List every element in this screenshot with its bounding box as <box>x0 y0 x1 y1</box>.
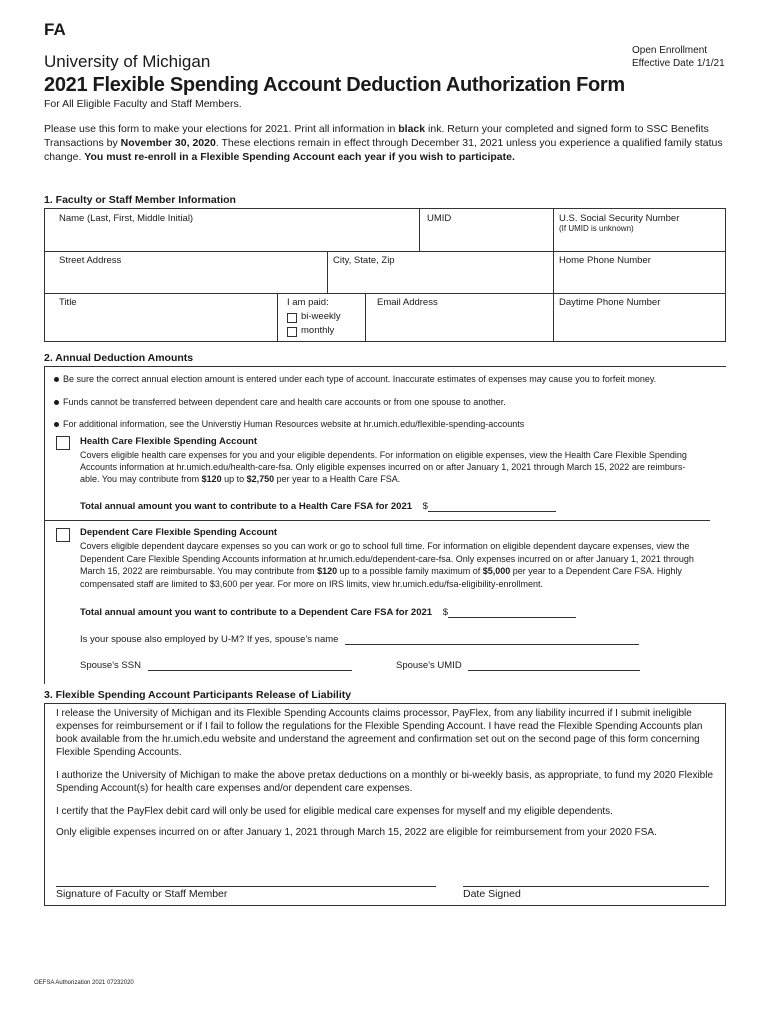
divider <box>44 520 710 521</box>
biweekly-checkbox[interactable] <box>287 313 297 323</box>
intro-bold-1: black <box>398 123 426 135</box>
hc-total-amount-input[interactable] <box>428 500 556 512</box>
dc-total-label: Total annual amount you want to contribute to a Dependent Care FSA for 2021 <box>80 607 433 618</box>
bullet-text-2: Funds cannot be transferred between dependent care and health care accounts or from one spouse to another. <box>63 397 506 407</box>
footer-form-code: OEFSA Authorization 2021 07232020 <box>34 980 134 986</box>
hc-desc-line: Covers eligible health care expenses for you and your eligible dependents. For information on eligible expenses, view the Health Care Flexible Spending <box>80 450 687 460</box>
ssn-field[interactable]: U.S. Social Security Number <box>559 213 680 224</box>
pay-frequency-label: I am paid: <box>287 297 329 308</box>
date-signed-label: Date Signed <box>463 888 521 900</box>
hc-total-row <box>80 500 556 512</box>
spouse-employed-label: Is your spouse also employed by U-M? If yes, spouse's name <box>80 634 339 645</box>
umid-field[interactable]: UMID <box>427 213 452 224</box>
dc-desc-line: Dependent Care Flexible Spending Accounts information at hr.umich.edu/dependent-care-fsa. Only expenses incurred on or after January 1, 2021 through <box>80 553 694 564</box>
ssn-sublabel: (If UMID is unknown) <box>559 224 634 233</box>
dc-total-row <box>80 606 576 618</box>
spouse-umid-row <box>396 659 640 671</box>
page-subtitle: For All Eligible Faculty and Staff Members. <box>44 98 242 110</box>
hc-min-amount: $120 <box>201 474 222 484</box>
hc-total-label: Total annual amount you want to contribute to a Health Care FSA for 2021 <box>80 501 413 512</box>
dependent-care-fsa-checkbox[interactable] <box>56 528 70 542</box>
dc-total-amount-input[interactable] <box>448 606 576 618</box>
dc-desc-line: Covers eligible dependent daycare expenses so you can work or go to school full time. For information on eligible dependent daycare expenses, view the <box>80 541 690 551</box>
bullet-item <box>54 397 506 407</box>
monthly-checkbox[interactable] <box>287 327 297 337</box>
health-care-fsa-title: Health Care Flexible Spending Account <box>80 436 258 447</box>
section-3-heading: 3. Flexible Spending Account Participants Release of Liability <box>44 689 352 701</box>
health-care-fsa-description <box>80 449 720 485</box>
daytime-phone-field[interactable]: Daytime Phone Number <box>559 297 661 308</box>
bullet-item <box>54 374 656 384</box>
spouse-ssn-input[interactable] <box>148 659 352 671</box>
form-code-tag: FA <box>44 20 66 39</box>
signature-input[interactable] <box>56 886 436 887</box>
biweekly-label: bi-weekly <box>301 311 341 322</box>
street-address-field[interactable]: Street Address <box>59 255 122 266</box>
enrollment-info <box>632 44 725 70</box>
section-2-heading: 2. Annual Deduction Amounts <box>44 352 194 364</box>
open-enrollment-label: Open Enrollment <box>632 45 708 56</box>
date-signed-input[interactable] <box>463 886 709 887</box>
authorize-paragraph: I authorize the University of Michigan to make the above pretax deductions on a monthly or bi-weekly basis, as appropriate, to fund my 2020 Flexible Spending Account(s) for health care expenses and/or dependent care expenses. <box>56 770 714 794</box>
hc-desc-line: able. You may contribute from $120 up to $2,750 per year to a Health Care FSA. <box>80 474 401 484</box>
section-1-heading: 1. Faculty or Staff Member Information <box>44 194 236 206</box>
bullet-item <box>54 419 524 429</box>
dependent-care-fsa-title: Dependent Care Flexible Spending Account <box>80 527 278 538</box>
spouse-ssn-label: Spouse's SSN <box>80 660 141 671</box>
intro-text-1: Please use this form to make your elections for 2021. Print all information in <box>44 123 399 135</box>
name-field[interactable]: Name (Last, First, Middle Initial) <box>59 213 194 224</box>
spouse-umid-input[interactable] <box>468 659 640 671</box>
certify-paragraph: I certify that the PayFlex debit card will only be used for eligible medical care expenses for myself and my eligible dependents. <box>56 806 613 817</box>
home-phone-field[interactable]: Home Phone Number <box>559 255 651 266</box>
email-field[interactable]: Email Address <box>377 297 438 308</box>
hc-dollar-sign: $ <box>422 501 428 512</box>
intro-paragraph <box>44 122 724 164</box>
intro-text-3: . These elections remain in effect through December 31, 2021 unless you experience a qualified family status change. <box>44 137 723 163</box>
effective-date: Effective Date 1/1/21 <box>632 58 725 69</box>
signature-label: Signature of Faculty or Staff Member <box>56 888 228 900</box>
page-title: 2021 Flexible Spending Account Deduction Authorization Form <box>44 74 625 96</box>
spouse-umid-label: Spouse's UMID <box>396 660 462 671</box>
hc-max-amount: $2,750 <box>246 474 275 484</box>
release-paragraph: I release the University of Michigan and its Flexible Spending Accounts claims processor, PayFlex, from any liability incurred if I submit ineligible expenses for reimbursement or if I fail to follow the regulations for the Flexible Spending Account. I have read the Flexible Spending Accounts plan book available from the hr.umich.edu website and understand the agreement and confirmation set out on the second page of this form concerning Flexible Spending Accounts. <box>56 708 703 758</box>
spouse-name-input[interactable] <box>345 633 639 645</box>
member-info-table <box>44 208 726 342</box>
eligibility-paragraph: Only eligible expenses incurred on or after January 1, 2021 through March 15, 2022 are eligible for reimbursement from your 2020 FSA. <box>56 827 657 838</box>
bullet-text-1: Be sure the correct annual election amount is entered under each type of account. Inaccurate estimates of expenses may cause you to forfeit money. <box>63 374 657 384</box>
intro-text-2: ink. Return your completed and signed form to SSC Benefits Transactions by <box>44 123 709 149</box>
title-field[interactable]: Title <box>59 297 77 308</box>
dc-dollar-sign: $ <box>442 607 448 618</box>
intro-deadline: November 30, 2020 <box>120 137 216 149</box>
intro-reenroll-note: You must re-enroll in a Flexible Spending Account each year if you wish to participate. <box>84 151 515 163</box>
health-care-fsa-checkbox[interactable] <box>56 436 70 450</box>
bullet-text-3: For additional information, see the Universtiy Human Resources website at hr.umich.edu/flexible-spending-accounts <box>63 419 525 429</box>
hc-desc-line: Accounts information at hr.umich.edu/health-care-fsa. Only eligible expenses incurred on or after January 1, 2021 through March 15, 2022 are reimburs- <box>80 462 686 472</box>
university-name: University of Michigan <box>44 52 211 71</box>
spouse-employed-row <box>80 633 639 645</box>
dependent-care-fsa-description <box>80 540 720 590</box>
dc-desc-line: March 15, 2022 are reimbursable. You may contribute from $120 up to a possible family maximum of $5,000 per year to a Dependent Care FSA. Highly <box>80 566 682 576</box>
spouse-ssn-row <box>80 659 352 671</box>
monthly-label: monthly <box>301 325 335 336</box>
dc-max-amount: $5,000 <box>482 566 511 576</box>
dc-desc-line: compensated staff are limited to $3,600 per year. For more on IRS limits, view hr.umich.edu/fsa-eligibility-enrollment. <box>80 578 544 589</box>
dc-min-amount: $120 <box>317 566 338 576</box>
city-state-zip-field[interactable]: City, State, Zip <box>333 255 395 266</box>
